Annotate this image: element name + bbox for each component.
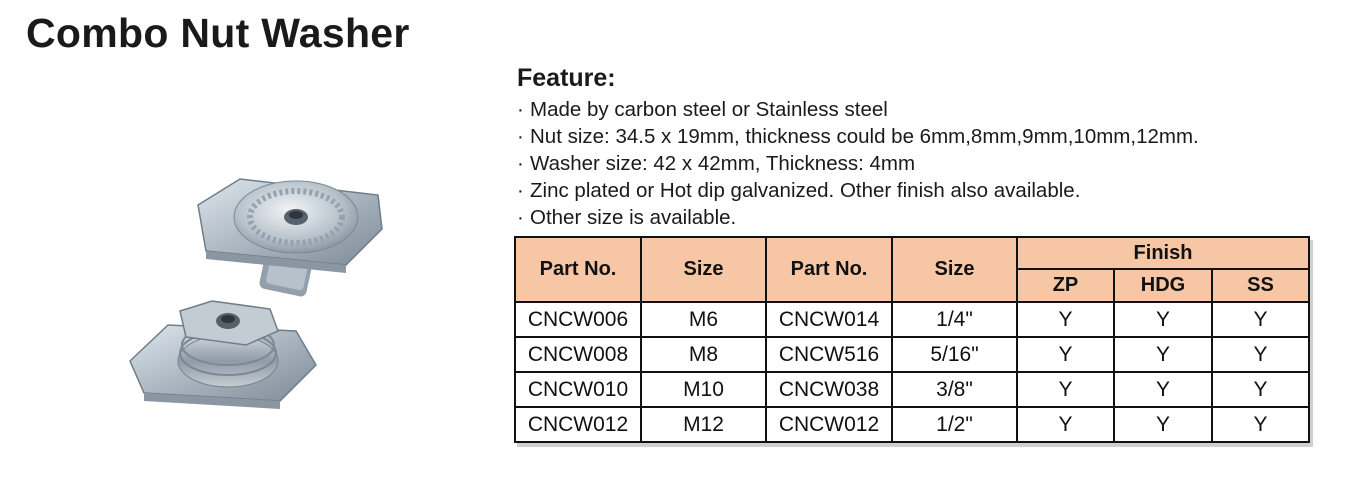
cell-size: M12: [641, 407, 766, 442]
feature-text: Other size is available.: [530, 206, 737, 229]
cell-ss: Y: [1212, 337, 1309, 372]
cell-part-no: CNCW038: [766, 372, 892, 407]
bullet: ·: [517, 98, 524, 121]
cell-zp: Y: [1017, 407, 1114, 442]
cell-size: M10: [641, 372, 766, 407]
header-size: Size: [641, 237, 766, 302]
cell-hdg: Y: [1114, 302, 1212, 337]
header-zp: ZP: [1017, 269, 1114, 302]
cell-hdg: Y: [1114, 407, 1212, 442]
cell-part-no: CNCW012: [766, 407, 892, 442]
cell-ss: Y: [1212, 372, 1309, 407]
feature-text: Zinc plated or Hot dip galvanized. Other finish also available.: [530, 179, 1081, 202]
feature-item: [517, 150, 1199, 177]
bullet: ·: [517, 152, 524, 175]
cell-size: 1/2": [892, 407, 1017, 442]
cell-hdg: Y: [1114, 337, 1212, 372]
feature-text: Nut size: 34.5 x 19mm, thickness could be 6mm,8mm,9mm,10mm,12mm.: [530, 125, 1199, 148]
spec-table: [514, 236, 1310, 443]
feature-item: [517, 96, 1199, 123]
header-size: Size: [892, 237, 1017, 302]
bullet: ·: [517, 179, 524, 202]
feature-text: Made by carbon steel or Stainless steel: [530, 98, 888, 121]
product-photo: [120, 165, 400, 425]
table-row: [515, 302, 1309, 337]
combo-nut-washer-top: [198, 179, 382, 298]
header-finish: Finish: [1017, 237, 1309, 269]
cell-size: 5/16": [892, 337, 1017, 372]
cell-size: 3/8": [892, 372, 1017, 407]
cell-zp: Y: [1017, 337, 1114, 372]
header-part-no: Part No.: [766, 237, 892, 302]
cell-part-no: CNCW014: [766, 302, 892, 337]
header-ss: SS: [1212, 269, 1309, 302]
cell-part-no: CNCW010: [515, 372, 641, 407]
bullet: ·: [517, 125, 524, 148]
cell-zp: Y: [1017, 372, 1114, 407]
table-row: [515, 407, 1309, 442]
feature-item: [517, 177, 1199, 204]
cell-ss: Y: [1212, 302, 1309, 337]
page-title: Combo Nut Washer: [26, 10, 410, 56]
cell-size: M6: [641, 302, 766, 337]
cell-part-no: CNCW516: [766, 337, 892, 372]
feature-list: [517, 96, 1199, 231]
cell-hdg: Y: [1114, 372, 1212, 407]
header-part-no: Part No.: [515, 237, 641, 302]
cell-size: M8: [641, 337, 766, 372]
cell-part-no: CNCW006: [515, 302, 641, 337]
bullet: ·: [517, 206, 524, 229]
feature-item: [517, 204, 1199, 231]
table-row: [515, 372, 1309, 407]
header-hdg: HDG: [1114, 269, 1212, 302]
feature-text: Washer size: 42 x 42mm, Thickness: 4mm: [530, 152, 916, 175]
feature-item: [517, 123, 1199, 150]
combo-nut-washer-bottom: [130, 301, 316, 409]
cell-ss: Y: [1212, 407, 1309, 442]
cell-part-no: CNCW012: [515, 407, 641, 442]
cell-part-no: CNCW008: [515, 337, 641, 372]
cell-size: 1/4": [892, 302, 1017, 337]
cell-zp: Y: [1017, 302, 1114, 337]
table-row: [515, 337, 1309, 372]
feature-heading: Feature:: [517, 64, 616, 92]
